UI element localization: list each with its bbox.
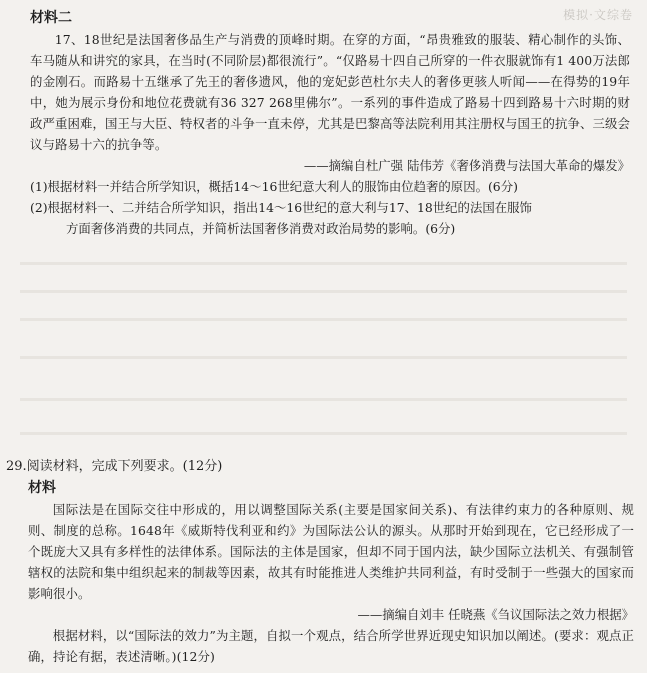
- question-1: (1)根据材料一并结合所学知识，概括14～16世纪意大利人的服饰由位趋奢的原因。(6分): [30, 179, 518, 194]
- material-two-attribution: ——摘编自杜广强 陆伟芳《奢侈消费与法国大革命的爆发》: [303, 158, 630, 173]
- question-29-title: 29.阅读材料，完成下列要求。(12分): [6, 459, 223, 474]
- question-29-attribution: ——摘编自刘丰 任晓燕《刍议国际法之效力根据》: [357, 607, 634, 622]
- material-two-section: [30, 8, 630, 239]
- question-2-line-1: (2)根据材料一、二并结合所学知识，指出14～16世纪的意大利与17、18世纪的法国在服饰: [30, 200, 532, 215]
- question-29-section: [6, 456, 634, 667]
- question-29-material-body: 国际法是在国际交往中形成的，用以调整国际关系(主要是国家间关系)、有法律约束力的各种原则、规则、制度的总称。1648年《威斯特伐利亚和约》为国际法公认的源头。从那时开始到现在，它已经形成了一个既庞大又具有多样性的法律体系。国际法的主体是国家，但却不同于国内法，缺少国际立法机关、有强制管辖权的法院和集中组织起来的制裁等因素，故其有时能推进人类维护共同利益，有时受制于一些强大的国家而影响很小。: [28, 502, 634, 601]
- question-29-material-heading: 材料: [28, 480, 56, 496]
- corner-mark: 模拟·文综卷: [563, 8, 633, 22]
- material-two-heading: 材料二: [30, 10, 72, 26]
- question-2-line-2: 方面奢侈消费的共同点，并简析法国奢侈消费对政治局势的影响。(6分): [66, 221, 456, 236]
- question-29-task: 根据材料，以“国际法的效力”为主题，自拟一个观点，结合所学世界近现史知识加以阐述。(要求：观点正确，持论有据，表述清晰。)(12分): [28, 628, 634, 664]
- material-two-body: 17、18世纪是法国奢侈品生产与消费的顶峰时期。在穿的方面，“昂贵雅致的服装、精心制作的头饰、车马随从和讲究的家具，在当时(不同阶层)都很流行”。“仅路易十四自己所穿的一件衣服就饰有1 400万法郎的金刚石。而路易十五继承了先王的奢侈遗风，他的宠妃彭芭杜尔夫人的奢侈更骇人听闻——在得势的19年中，她为展示身份和地位花费就有36 327 268里佛尔”。一系列的事件造成了路易十四到路易十六时期的财政严重困难，国王与大臣、特权者的斗争一直未停，尤其是巴黎高等法院利用其注册权与国王的抗争、三级会议与路易十六的抗争等。: [30, 32, 630, 152]
